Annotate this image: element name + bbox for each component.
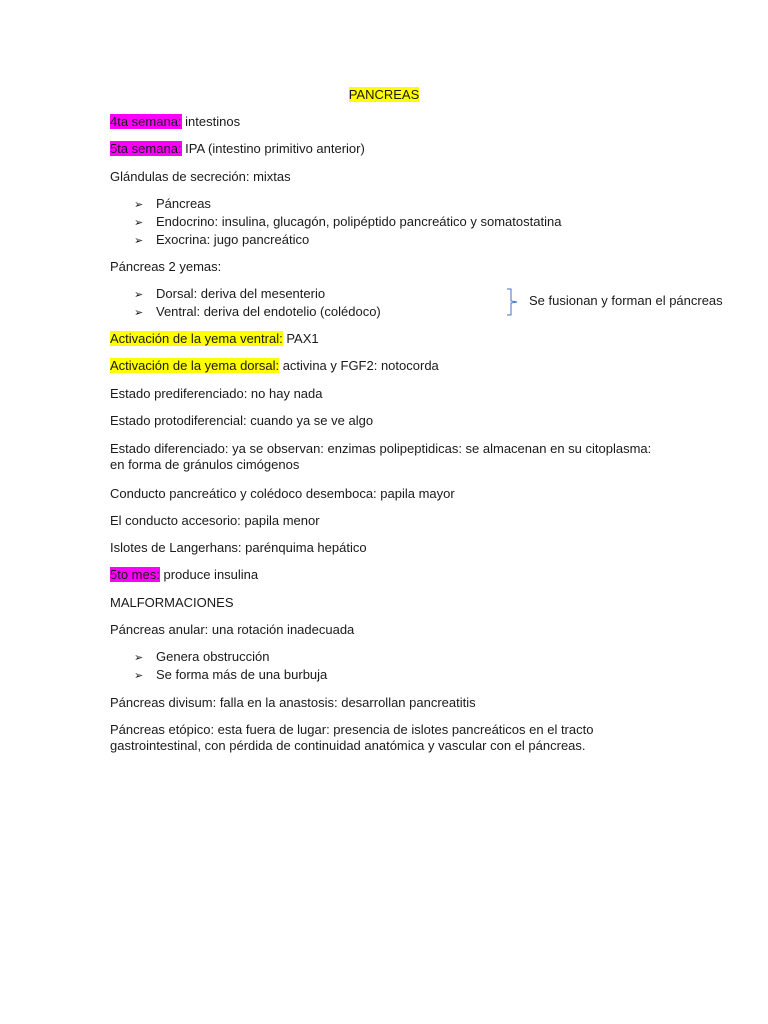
- label-activacion-ventral: Activación de la yema ventral:: [110, 331, 283, 346]
- arrow-bullet-icon: ➢: [134, 199, 144, 211]
- line-pancreas-2-yemas: Páncreas 2 yemas:: [110, 259, 222, 274]
- line-activacion-ventral: Activación de la yema ventral: PAX1: [110, 331, 319, 346]
- brace-annotation: Se fusionan y forman el páncreas: [529, 293, 723, 308]
- arrow-bullet-icon: ➢: [134, 235, 144, 247]
- line-4ta-semana: 4ta semana: intestinos: [110, 114, 241, 129]
- arrow-bullet-icon: ➢: [134, 652, 144, 664]
- line-conducto-pancreatico: Conducto pancreático y colédoco desemboca: papila mayor: [110, 486, 455, 501]
- line-protodiferencial: Estado protodiferencial: cuando ya se ve algo: [110, 413, 374, 428]
- document-title: PANCREAS: [348, 87, 420, 102]
- line-glandulas: Glándulas de secreción: mixtas: [110, 169, 291, 184]
- arrow-bullet-icon: ➢: [134, 217, 144, 229]
- bullet-item: ➢ Se forma más de una burbuja: [134, 667, 328, 682]
- arrow-bullet-icon: ➢: [134, 289, 144, 301]
- line-pancreas-etopico: Páncreas etópico: esta fuera de lugar: presencia de islotes pancreáticos en el tracto gastrointestinal, con pérdida de continuidad anatómica y vascular con el páncreas.: [110, 722, 594, 753]
- bullet-item: ➢ Dorsal: deriva del mesenterio: [134, 286, 326, 301]
- arrow-bullet-icon: ➢: [134, 307, 144, 319]
- bullet-item: ➢ Endocrino: insulina, glucagón, polipéptido pancreático y somatostatina: [134, 214, 562, 229]
- brace-icon: [506, 288, 518, 316]
- bullet-item: ➢ Ventral: deriva del endotelio (colédoco): [134, 304, 381, 319]
- line-diferenciado: Estado diferenciado: ya se observan: enzimas polipeptidicas: se almacenan en su citoplasma: en forma de gránulos cimógenos: [110, 441, 652, 472]
- bullet-item: ➢ Genera obstrucción: [134, 649, 270, 664]
- bullet-item: ➢ Exocrina: jugo pancreático: [134, 232, 310, 247]
- bullet-item: ➢ Páncreas: [134, 196, 211, 211]
- line-conducto-accesorio: El conducto accesorio: papila menor: [110, 513, 320, 528]
- line-pancreas-divisum: Páncreas divisum: falla en la anastosis: desarrollan pancreatitis: [110, 695, 476, 710]
- label-4ta-semana: 4ta semana:: [110, 114, 182, 129]
- label-5ta-semana: 5ta semana:: [110, 141, 182, 156]
- line-pancreas-anular: Páncreas anular: una rotación inadecuada: [110, 622, 355, 637]
- label-activacion-dorsal: Activación de la yema dorsal:: [110, 358, 280, 373]
- line-islotes: Islotes de Langerhans: parénquima hepático: [110, 540, 367, 555]
- line-5to-mes: 5to mes: produce insulina: [110, 567, 259, 582]
- section-heading-malformaciones: MALFORMACIONES: [110, 595, 234, 610]
- line-activacion-dorsal: Activación de la yema dorsal: activina y FGF2: notocorda: [110, 358, 439, 373]
- line-5ta-semana: 5ta semana: IPA (intestino primitivo anterior): [110, 141, 365, 156]
- line-prediferenciado: Estado prediferenciado: no hay nada: [110, 386, 323, 401]
- label-5to-mes: 5to mes:: [110, 567, 160, 582]
- arrow-bullet-icon: ➢: [134, 670, 144, 682]
